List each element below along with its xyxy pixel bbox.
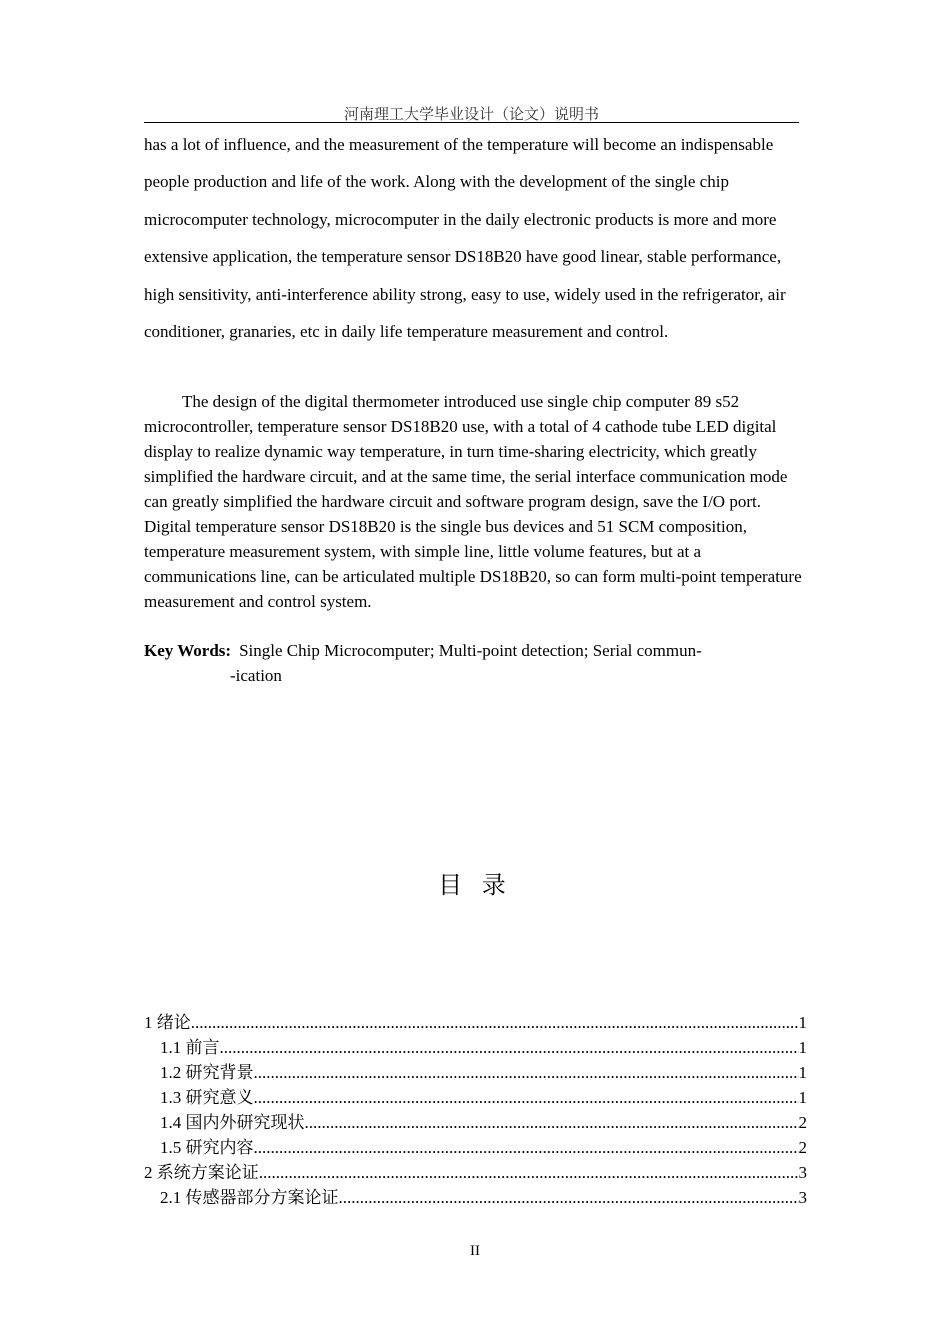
- toc-entry[interactable]: [144, 1060, 807, 1085]
- page-number: II: [470, 1243, 480, 1259]
- toc-entry-page: 2: [798, 1138, 807, 1157]
- toc-entry[interactable]: [144, 1160, 807, 1185]
- toc-leader-dots: [254, 1060, 799, 1085]
- toc-entry[interactable]: [144, 1135, 807, 1160]
- toc-leader-dots: [339, 1185, 799, 1210]
- toc-entry-page: 3: [798, 1163, 807, 1182]
- table-of-contents: [144, 1010, 807, 1210]
- keywords-text: Single Chip Microcomputer; Multi-point detection; Serial commun-: [239, 641, 702, 660]
- toc-entry[interactable]: [144, 1185, 807, 1210]
- toc-leader-dots: [259, 1160, 799, 1185]
- toc-entry-title: 1.5 研究内容: [160, 1138, 254, 1157]
- abstract-paragraph-1: has a lot of influence, and the measurement of the temperature will become an indispensable people production and life of the work. Along with the development of the single chip microcomputer technology, microcomputer in the daily electronic products is more and more extensive application, the temperature sensor DS18B20 have good linear, stable performance, high sensitivity, anti-interference ability strong, easy to use, widely used in the refrigerator, air conditioner, granaries, etc in daily life temperature measurement and control.: [144, 135, 786, 342]
- toc-entry-title: 1.3 研究意义: [160, 1088, 254, 1107]
- toc-entry[interactable]: [144, 1085, 807, 1110]
- toc-entry-page: 3: [798, 1188, 807, 1207]
- keywords-label: Key Words:: [144, 641, 232, 660]
- toc-entry-title: 1.2 研究背景: [160, 1063, 254, 1082]
- toc-leader-dots: [254, 1135, 799, 1160]
- header-rule: [144, 122, 799, 123]
- toc-entry-title: 1 绪论: [144, 1013, 191, 1032]
- toc-entry[interactable]: [144, 1110, 807, 1135]
- toc-entry[interactable]: [144, 1035, 807, 1060]
- toc-entry-title: 1.4 国内外研究现状: [160, 1113, 305, 1132]
- keywords: [144, 638, 804, 688]
- toc-entry-page: 1: [798, 1038, 807, 1057]
- toc-leader-dots: [305, 1110, 799, 1135]
- toc-entry-title: 1.1 前言: [160, 1038, 220, 1057]
- toc-leader-dots: [220, 1035, 799, 1060]
- toc-heading: 目 录: [438, 871, 512, 899]
- keywords-continuation: -ication: [230, 666, 282, 685]
- toc-leader-dots: [191, 1010, 799, 1035]
- toc-entry-title: 2 系统方案论证: [144, 1163, 259, 1182]
- running-header: 河南理工大学毕业设计（论文）说明书: [343, 105, 599, 123]
- toc-entry-title: 2.1 传感器部分方案论证: [160, 1188, 339, 1207]
- toc-leader-dots: [254, 1085, 799, 1110]
- toc-entry-page: 1: [798, 1013, 807, 1032]
- toc-entry-page: 1: [798, 1088, 807, 1107]
- toc-entry-page: 1: [798, 1063, 807, 1082]
- toc-entry-page: 2: [798, 1113, 807, 1132]
- abstract-paragraph-2: The design of the digital thermometer introduced use single chip computer 89 s52 microcontroller, temperature sensor DS18B20 use, with a total of 4 cathode tube LED digital display to realize dynamic way temperature, in turn time-sharing electricity, which greatly simplified the hardware circuit, and at the same time, the serial interface communication mode can greatly simplified the hardware circuit and software program design, save the I/O port. Digital temperature sensor DS18B20 is the single bus devices and 51 SCM composition, temperature measurement system, with simple line, little volume features, but at a communications line, can be articulated multiple DS18B20, so can form multi-point temperature measurement and control system.: [144, 392, 802, 611]
- toc-entry[interactable]: [144, 1010, 807, 1035]
